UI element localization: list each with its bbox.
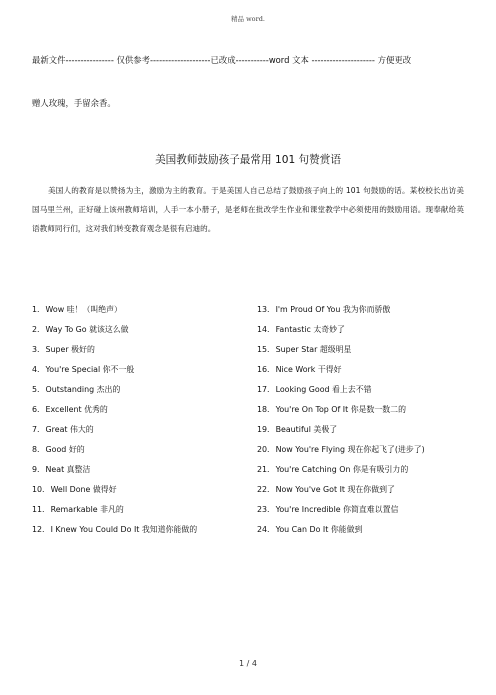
phrase-text: Well Done 做得好 [50,485,117,494]
phrase-text: Remarkable 非凡的 [50,505,124,514]
phrase-row [32,400,242,420]
phrase-number: 5. [32,385,40,394]
phrase-number: 2. [32,325,40,334]
phrase-text: You Can Do It 你能做到 [275,525,363,534]
phrase-text: Looking Good 看上去不错 [275,385,372,394]
notice-line: 最新文件---------------- 仅供参考--------------------已改成-----------word 文本 --------------------- 方便更改 [32,55,412,65]
phrase-number: 9. [32,465,40,474]
phrase-text: Way To Go 就该这么做 [45,325,129,334]
phrase-row [32,500,242,520]
phrase-row [32,440,242,460]
phrase-number: 24. [257,525,270,534]
phrase-number: 18. [257,405,270,414]
phrase-text: I'm Proud Of You 我为你而骄傲 [275,305,391,314]
phrase-row [257,460,467,480]
phrase-row [257,400,467,420]
phrase-text: Wow 哇！（叫绝声） [45,305,122,314]
phrase-row [32,460,242,480]
phrase-number: 21. [257,465,270,474]
page-header: 精品 word. [231,15,265,23]
phrase-row [32,320,242,340]
phrase-text: You're Special 你不一般 [45,365,135,374]
gift-line: 赠人玫瑰，手留余香。 [32,98,116,108]
phrase-number: 20. [257,445,270,454]
phrase-number: 8. [32,445,40,454]
phrase-text: You're Catching On 你是有吸引力的 [275,465,409,474]
phrase-number: 4. [32,365,40,374]
phrase-text: Now You're Flying 现在你起飞了(进步了) [275,445,425,454]
phrase-text: Beautiful 美极了 [275,425,338,434]
phrase-text: I Knew You Could Do It 我知道你能做的 [50,525,198,534]
phrase-text: Fantastic 太奇妙了 [275,325,345,334]
phrase-number: 19. [257,425,270,434]
phrase-number: 23. [257,505,270,514]
phrase-row [32,340,242,360]
phrase-number: 14. [257,325,270,334]
document-title: 美国教师鼓励孩子最常用 101 句赞赏语 [155,154,341,166]
phrase-row [32,520,242,540]
phrase-text: You're On Top Of It 你是数一数二的 [275,405,406,414]
phrase-row [32,380,242,400]
page-number: 1 / 4 [239,659,257,668]
phrase-number: 22. [257,485,270,494]
phrase-number: 15. [257,345,270,354]
phrase-text: Super 极好的 [45,345,95,354]
phrase-number: 3. [32,345,40,354]
phrase-row [257,500,467,520]
phrase-number: 1. [32,305,40,314]
phrase-row [32,300,242,320]
phrase-row [257,300,467,320]
phrase-row [257,480,467,500]
phrase-number: 12. [32,525,45,534]
phrase-row [257,360,467,380]
phrase-text: You're Incredible 你简直难以置信 [275,505,399,514]
phrase-row [257,340,467,360]
phrase-row [32,480,242,500]
phrase-number: 16. [257,365,270,374]
phrase-number: 10. [32,485,45,494]
phrase-text: Good 好的 [45,445,85,454]
phrase-text: Neat 真整洁 [45,465,91,474]
phrase-number: 13. [257,305,270,314]
phrase-text: Outstanding 杰出的 [45,385,121,394]
phrase-number: 11. [32,505,45,514]
phrase-number: 6. [32,405,40,414]
phrase-row [32,360,242,380]
phrase-text: Super Star 超级明星 [275,345,352,354]
phrase-text: Excellent 优秀的 [45,405,108,414]
phrase-column-right [257,300,467,540]
phrase-row [257,520,467,540]
phrase-text: Nice Work 干得好 [275,365,342,374]
phrase-row [32,420,242,440]
phrase-text: Now You've Got It 现在你做到了 [275,485,395,494]
phrase-text: Great 伟大的 [45,425,94,434]
phrase-row [257,320,467,340]
phrase-number: 7. [32,425,40,434]
phrase-row [257,420,467,440]
phrase-row [257,380,467,400]
intro-paragraph: 美国人的教育是以赞扬为主，激励为主的教育。于是美国人自己总结了鼓励孩子向上的 101 句鼓励的话。某校校长出访美国马里兰州，正好碰上该州教师培训，人手一本小册子，是老师在批改学生作业和课堂教学中必须使用的鼓励用语。现奉献给英语教师同行们，这对我们转变教育观念是很有启迪的。 [32,186,464,233]
phrase-row [257,440,467,460]
phrase-column-left [32,300,242,540]
phrase-number: 17. [257,385,270,394]
